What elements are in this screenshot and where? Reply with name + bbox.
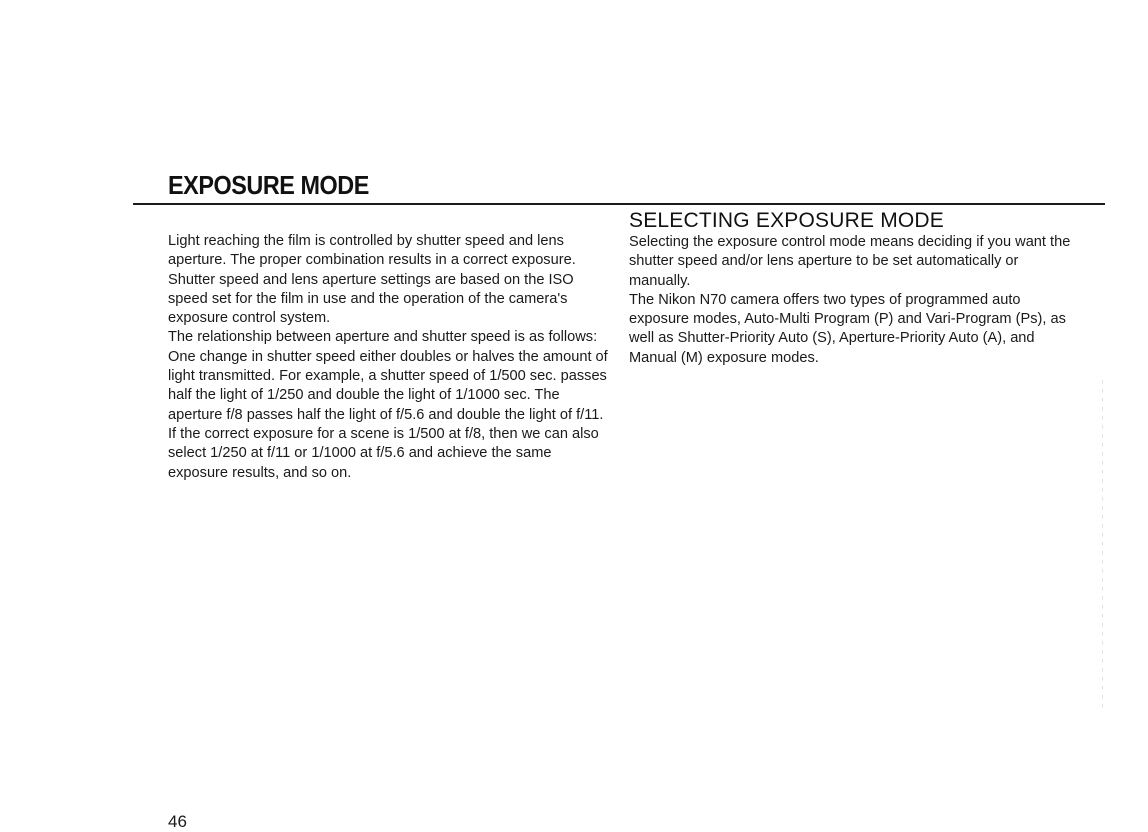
title-underline-rule (133, 203, 1105, 205)
scan-artifact (1102, 380, 1104, 710)
intro-paragraph: Light reaching the film is controlled by shutter speed and lens aperture. The proper combination results in a correct exposure. Shutter speed and lens aperture settings are based on the ISO speed set for the film in use and the operation of the camera's exposure control system. (168, 233, 576, 327)
selecting-mode-paragraph: Selecting the exposure control mode means deciding if you want the shutter speed and/or lens aperture to be set automatically or manually. (629, 234, 1071, 289)
subsection-heading: SELECTING EXPOSURE MODE (629, 209, 944, 232)
section-title: EXPOSURE MODE (168, 170, 369, 200)
left-column (168, 232, 613, 483)
right-column (629, 233, 1074, 368)
page-number: 46 (168, 812, 187, 831)
aperture-shutter-paragraph: The relationship between aperture and shutter speed is as follows: One change in shutter speed either doubles or halves the amount of light transmitted. For example, a shutter speed of 1/500 sec. passes half the light of 1/250 and double the light of 1/1000 sec. The aperture f/8 passes half the light of f/5.6 and double the light of f/11. If the correct exposure for a scene is 1/500 at f/8, then we can also select 1/250 at f/11 or 1/1000 at f/5.6 and achieve the same exposure results, and so on. (168, 329, 608, 481)
exposure-modes-paragraph: The Nikon N70 camera offers two types of programmed auto exposure modes, Auto-Multi Program (P) and Vari-Program (Ps), as well as Shutter-Priority Auto (S), Aperture-Priority Auto (A), and Manual (M) exposure modes. (629, 291, 1066, 366)
